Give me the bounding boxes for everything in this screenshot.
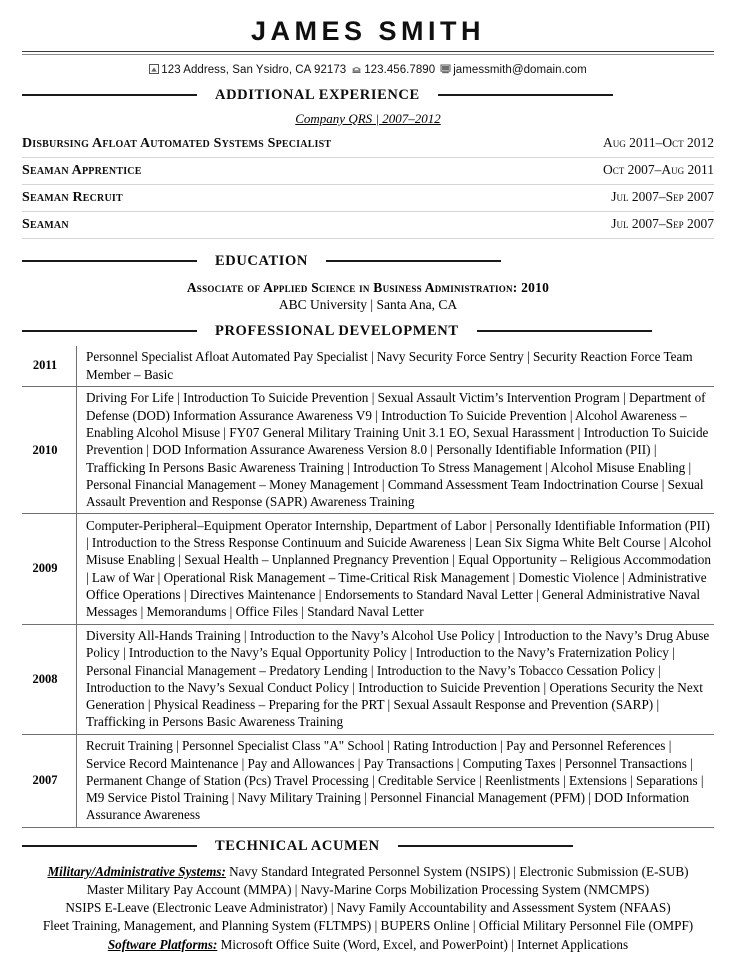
pd-year: 2007 [22, 734, 77, 827]
table-row [22, 184, 714, 211]
heading-rule-right [477, 330, 652, 332]
software-platforms-label: Software Platforms: [107, 936, 218, 952]
table-row [22, 211, 714, 238]
education-degree: Associate of Applied Science in Business Administration: 2010 [186, 279, 550, 295]
company-name-and-years: Company QRS | 2007–2012 [295, 110, 441, 126]
experience-dates: Jul 2007–Sep 2007 [611, 189, 714, 205]
heading-rule-left [22, 94, 197, 96]
section-title: TECHNICAL ACUMEN [215, 837, 380, 854]
table-row [22, 386, 714, 513]
pd-items: Diversity All-Hands Training | Introduction to the Navy’s Alcohol Use Policy | Introduction to the Navy’s Drug Abuse Policy | Introduction to the Navy’s Equal Opportunity Policy | Introduction to the Navy’s Fraternization Policy | Personal Financial Management – Predatory Lending | Introduction to the Navy’s Tobacco Cessation Policy | Introduction to the Navy’s Sexual Conduct Policy | Introduction to Suicide Prevention | Operations Security the Next Generation | Physical Readiness – Preparing for the PRT | Sexual Assault Response and Prevention (SARP) | Trafficking in Persons Basic Awareness Training [86, 628, 710, 730]
heading-rule-left [22, 330, 197, 332]
section-title: ADDITIONAL EXPERIENCE [215, 86, 420, 103]
pd-year: 2010 [22, 386, 77, 513]
education-block [0, 280, 736, 313]
section-heading-additional-experience [22, 77, 714, 104]
military-systems-label: Military/Administrative Systems: [47, 863, 226, 879]
education-school: ABC University | Santa Ana, CA [278, 296, 458, 312]
pd-items: Driving For Life | Introduction To Suicide Prevention | Sexual Assault Victim’s Intervention Program | Department of Defense (DOD) Information Assurance Awareness V9 | Introduction To Suicide Prevention | Alcohol Awareness – Enabling Alcohol Misuse | FY07 General Military Training Unit 3.1 EO, Sexual Harassment | Introduction To Suicide Prevention | DOD Information Assurance Awareness Version 8.0 | Personally Identifiable Information (PII) | Trafficking In Persons Basic Awareness Training | Introduction To Stress Management | Alcohol Misuse Enabling | Personal Financial Management – Money Management | Command Assessment Team Indoctrination Course | Sexual Assault Prevention and Response (SAPR) Awareness Training [86, 390, 709, 510]
experience-dates: Oct 2007–Aug 2011 [603, 162, 714, 178]
header-divider [22, 51, 714, 55]
table-row [22, 734, 714, 827]
table-row [22, 514, 714, 624]
contact-email: jamessmith@domain.com [453, 63, 587, 76]
contact-phone: 123.456.7890 [364, 63, 436, 76]
experience-table [22, 131, 714, 239]
heading-rule-right [326, 260, 501, 262]
pd-year: 2008 [22, 624, 77, 734]
pd-items: Computer-Peripheral–Equipment Operator Internship, Department of Labor | Personally Identifiable Information (PII) | Introduction to the Stress Response Continuum and Suicide Awareness | Lean Six Sigma White Belt Course | Alcohol Misuse Enabling | Sexual Health – Unplanned Pregnancy Prevention | Equal Opportunity – Religious Accommodation | Law of War | Operational Risk Management – Time-Critical Risk Management | Domestic Violence | Administrative Office Operations | Directives Maintenance | Endorsements to Standard Naval Letter | General Administrative Naval Messages | Memorandums | Office Files | Standard Naval Letter [86, 517, 712, 620]
pd-items: Recruit Training | Personnel Specialist Class "A" School | Rating Introduction | Pay and Personnel References | Service Record Maintenance | Pay and Allowances | Pay Transactions | Computing Taxes | Personnel Transactions | Permanent Change of Station (Pcs) Travel Processing | Creditable Service | Reenlistments | Extensions | Separations | M9 Service Pistol Training | Navy Military Training | Personnel Financial Management (PFM) | DOD Information Assurance Awareness [86, 738, 704, 823]
military-systems-line-1: Navy Standard Integrated Personnel System (NSIPS) | Electronic Submission (E-SUB) [225, 863, 689, 879]
experience-title: Disbursing Afloat Automated Systems Specialist [22, 136, 332, 152]
technical-military-line-4: Fleet Training, Management, and Planning System (FLTMPS) | BUPERS Online | Official Military Personnel File (OMPF) [42, 918, 694, 934]
section-heading-technical-acumen [22, 828, 714, 855]
table-row [22, 624, 714, 734]
contact-line [0, 64, 736, 77]
section-heading-education [22, 239, 714, 270]
company-line [0, 111, 736, 127]
heading-rule-right [398, 845, 573, 847]
table-row [22, 157, 714, 184]
contact-address: 123 Address, San Ysidro, CA 92173 [161, 63, 347, 76]
computer-email-icon [440, 64, 451, 77]
technical-acumen-block [0, 863, 736, 954]
section-title: PROFESSIONAL DEVELOPMENT [215, 322, 459, 339]
page-title: JAMES SMITH [250, 16, 486, 46]
section-title: EDUCATION [215, 252, 308, 269]
heading-rule-right [438, 94, 613, 96]
technical-military-line-2: Master Military Pay Account (MMPA) | Navy-Marine Corps Mobilization Processing System (NMCMPS) [86, 881, 650, 897]
section-heading-professional-development [22, 313, 714, 340]
pd-year: 2009 [22, 514, 77, 624]
software-platforms-list: Microsoft Office Suite (Word, Excel, and PowerPoint) | Internet Applications [217, 936, 629, 952]
telephone-icon [351, 64, 362, 77]
technical-military-line-1 [0, 863, 736, 881]
technical-software-line [0, 936, 736, 954]
experience-title: Seaman Recruit [22, 190, 123, 206]
experience-dates: Jul 2007–Sep 2007 [611, 216, 714, 232]
experience-title: Seaman [22, 217, 69, 233]
location-envelope-icon [149, 64, 159, 77]
heading-rule-left [22, 845, 197, 847]
pd-year: 2011 [22, 346, 77, 387]
professional-development-table [22, 346, 714, 828]
heading-rule-left [22, 260, 197, 262]
experience-title: Seaman Apprentice [22, 163, 142, 179]
technical-military-line-3: NSIPS E-Leave (Electronic Leave Administrator) | Navy Family Accountability and Assessment System (NFAAS) [65, 900, 671, 916]
table-row [22, 346, 714, 387]
table-row [22, 131, 714, 158]
experience-dates: Aug 2011–Oct 2012 [603, 135, 714, 151]
pd-items: Personnel Specialist Afloat Automated Pay Specialist | Navy Security Force Sentry | Security Reaction Force Team Member – Basic [86, 349, 693, 382]
